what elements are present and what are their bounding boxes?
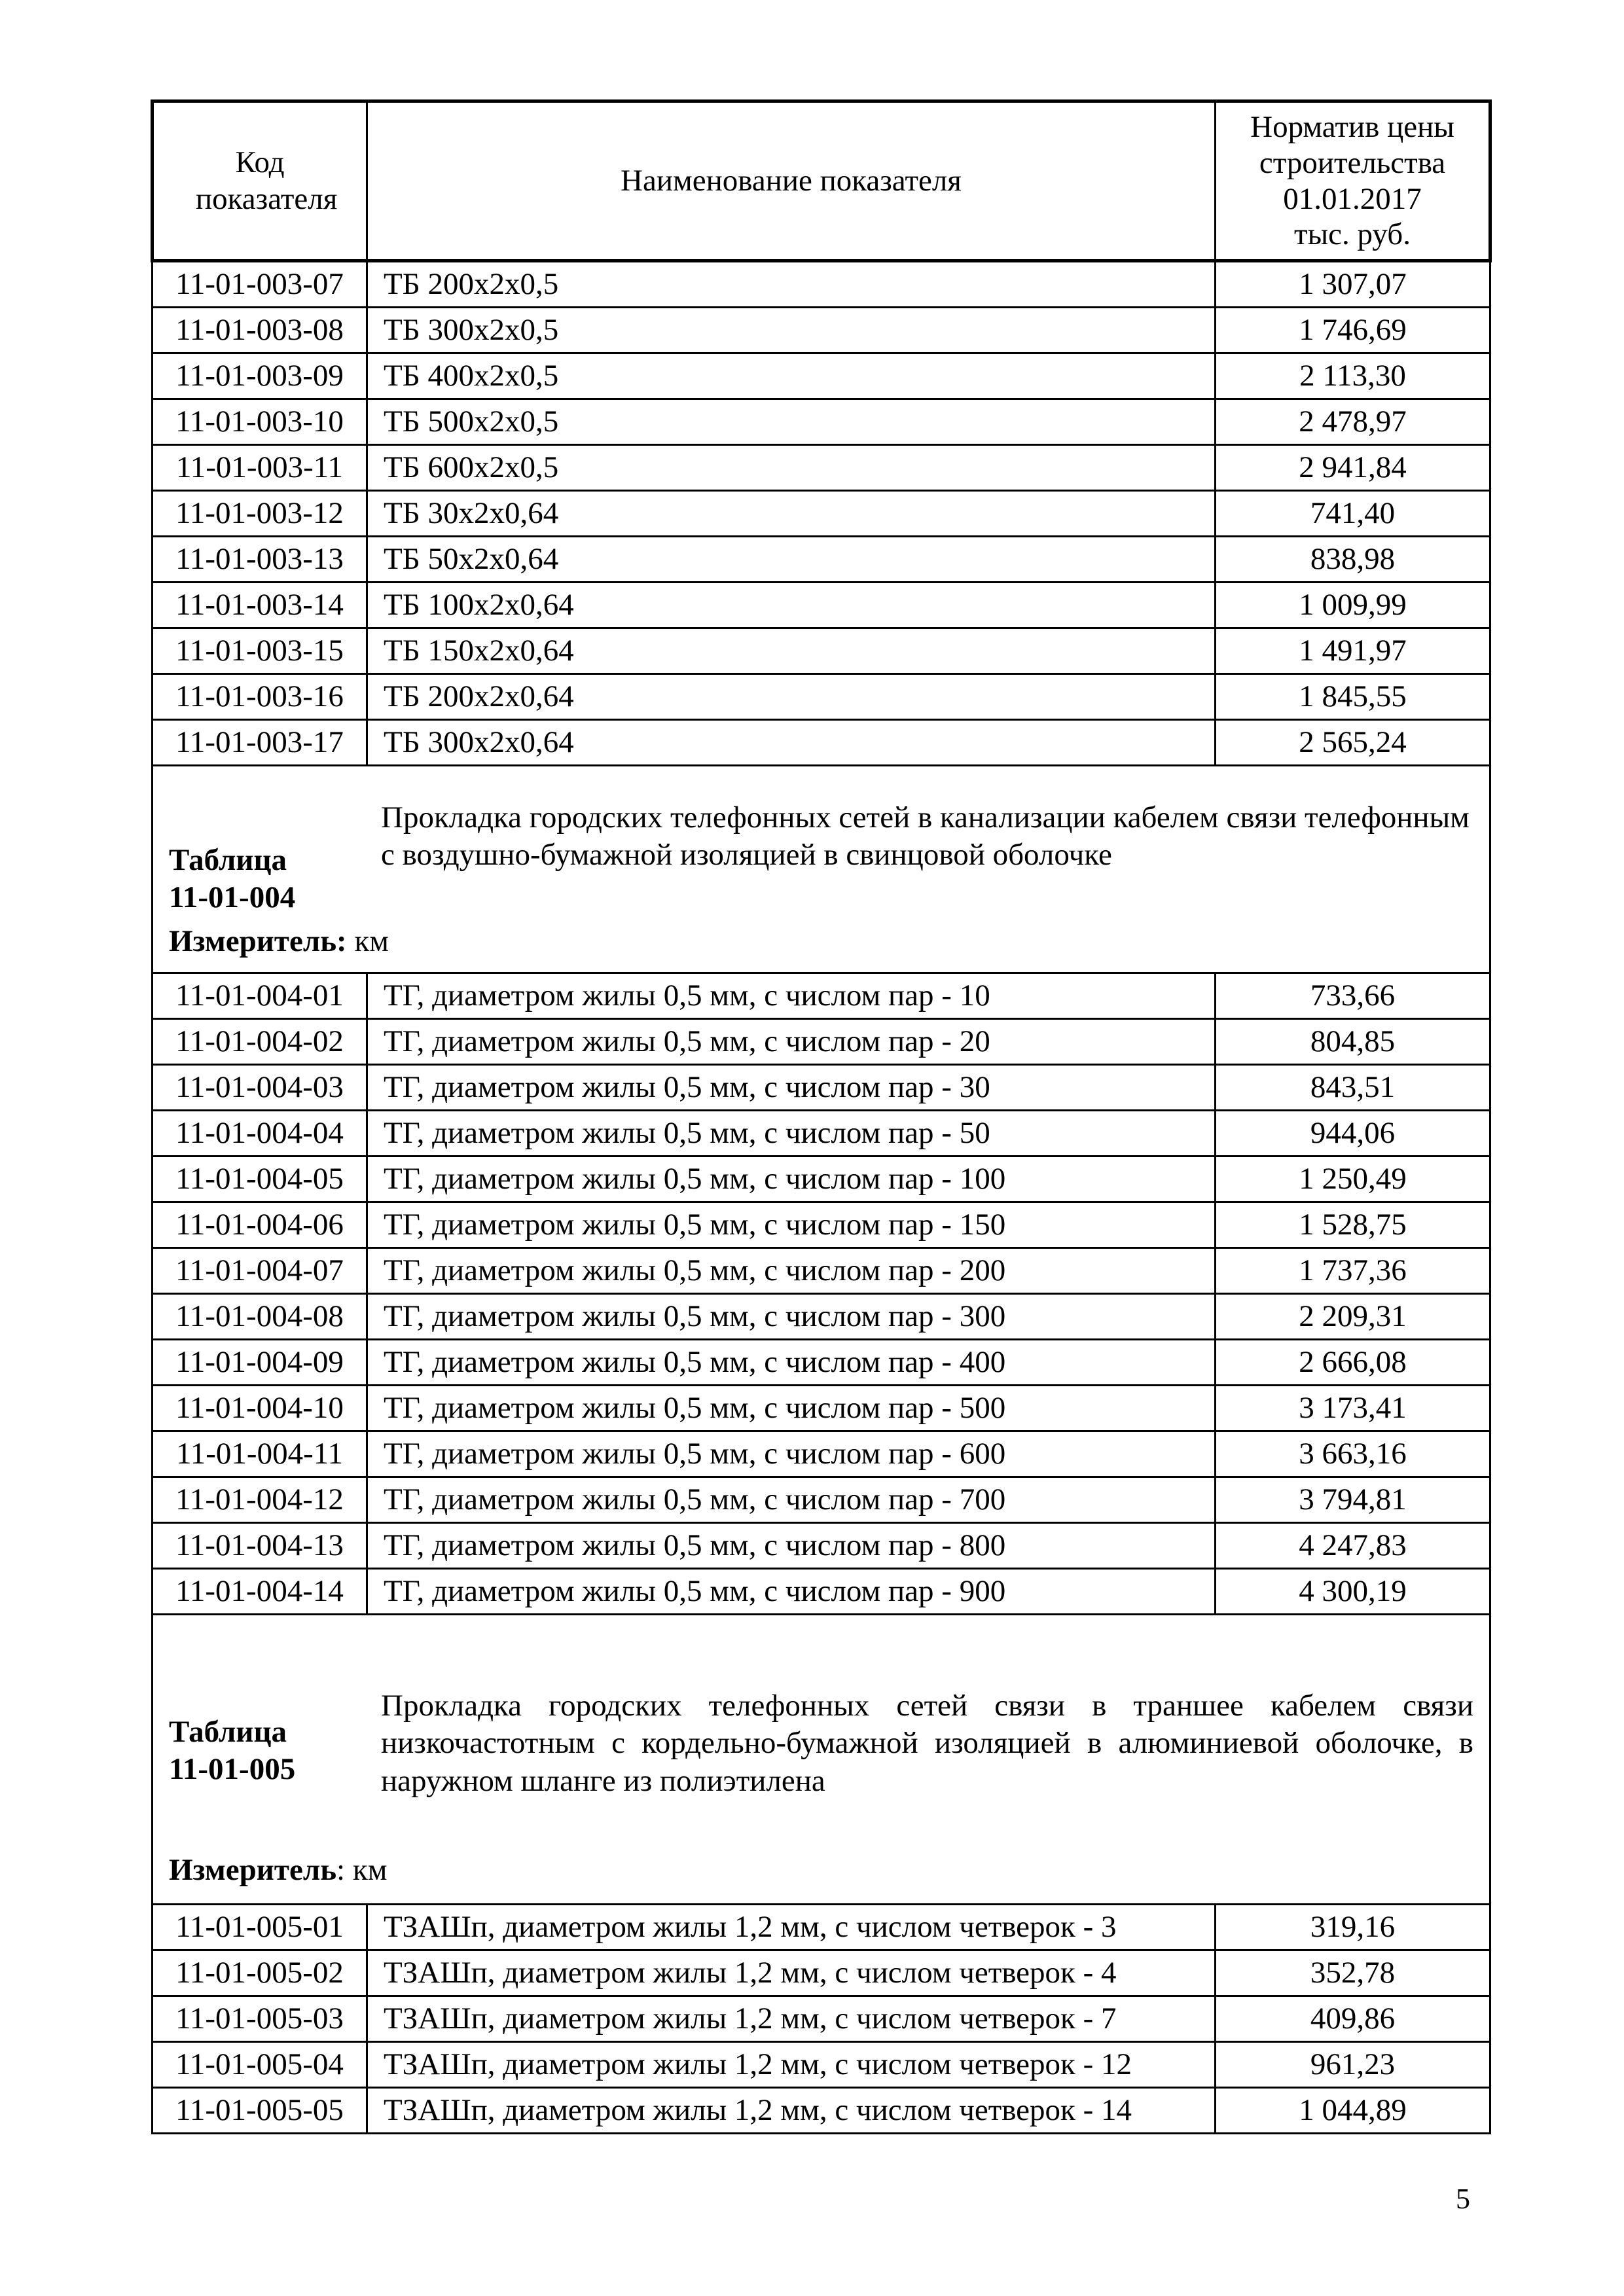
cell-code: 11-01-005-01 [153,1905,367,1950]
cell-code: 11-01-004-12 [153,1477,367,1523]
cell-code: 11-01-003-09 [153,353,367,399]
table-row [153,2042,1490,2088]
cell-name: ТГ, диаметром жилы 0,5 мм, с числом пар - 100 [367,1157,1216,1202]
cell-price: 961,23 [1216,2042,1490,2088]
cell-name: ТГ, диаметром жилы 0,5 мм, с числом пар - 150 [367,1202,1216,1248]
section-header-row [153,1615,1490,1905]
table-row [153,1477,1490,1523]
cell-price: 2 209,31 [1216,1294,1490,1340]
table-row [153,1294,1490,1340]
section-unit-label: Измеритель: [169,924,347,958]
table-row [153,1523,1490,1569]
cell-price: 3 173,41 [1216,1386,1490,1431]
cell-code: 11-01-003-07 [153,261,367,308]
table-row [153,1569,1490,1615]
cell-code: 11-01-004-05 [153,1157,367,1202]
cell-name: ТГ, диаметром жилы 0,5 мм, с числом пар - 400 [367,1340,1216,1386]
cell-code: 11-01-003-08 [153,308,367,353]
page-number: 5 [1456,2183,1470,2215]
cell-code: 11-01-004-04 [153,1111,367,1157]
cell-price: 3 663,16 [1216,1431,1490,1477]
header-price [1216,101,1490,261]
cell-price: 804,85 [1216,1019,1490,1065]
section-unit [169,924,389,960]
table-row [153,399,1490,445]
cell-name: ТГ, диаметром жилы 0,5 мм, с числом пар - 50 [367,1111,1216,1157]
table-header-row [153,101,1490,261]
cell-price: 1 044,89 [1216,2088,1490,2134]
cell-code: 11-01-004-14 [153,1569,367,1615]
cell-code: 11-01-004-06 [153,1202,367,1248]
table-row [153,1996,1490,2042]
cell-code: 11-01-003-16 [153,674,367,720]
cell-price: 2 478,97 [1216,399,1490,445]
cell-price: 944,06 [1216,1111,1490,1157]
price-table [151,99,1492,2134]
section-label-line: Таблица [169,843,287,877]
table-row [153,1431,1490,1477]
cell-price: 1 528,75 [1216,1202,1490,1248]
cell-name: ТБ 500х2х0,5 [367,399,1216,445]
table-row [153,1157,1490,1202]
cell-price: 733,66 [1216,973,1490,1019]
section-label-line: 11-01-005 [169,1752,296,1787]
table-row [153,1248,1490,1294]
cell-name: ТБ 200х2х0,5 [367,261,1216,308]
cell-price: 3 794,81 [1216,1477,1490,1523]
header-price-line3: 01.01.2017 [1283,181,1422,216]
header-price-line2: строительства [1259,145,1446,180]
table-row [153,1340,1490,1386]
section-description-text: Прокладка городских телефонных сетей в канализации кабелем связи телефонным [381,800,1470,834]
cell-code: 11-01-005-04 [153,2042,367,2088]
cell-name: ТГ, диаметром жилы 0,5 мм, с числом пар - 20 [367,1019,1216,1065]
table-row [153,2088,1490,2134]
table-row [153,1111,1490,1157]
table-row [153,353,1490,399]
section-description-text: с воздушно-бумажной изоляцией в свинцовой оболочке [381,838,1112,872]
cell-name: ТБ 300х2х0,64 [367,720,1216,766]
section-description-text: Прокладка городских телефонных сетей связи в траншее кабелем связи низкочастотным с кордельно-бумажной изоляцией в алюминиевой оболочке, в наружном шланге из полиэтилена [381,1689,1473,1798]
table-row [153,973,1490,1019]
section-unit-value: км [354,924,389,958]
section-description [381,1687,1473,1800]
header-code-label: Код показателя [196,145,338,216]
cell-code: 11-01-005-05 [153,2088,367,2134]
cell-name: ТГ, диаметром жилы 0,5 мм, с числом пар - 200 [367,1248,1216,1294]
table-row [153,628,1490,674]
section-unit-value: : км [336,1853,388,1887]
table-row [153,1019,1490,1065]
cell-price: 2 113,30 [1216,353,1490,399]
cell-price: 1 845,55 [1216,674,1490,720]
section-header-cell [153,766,1490,973]
cell-name: ТЗАШп, диаметром жилы 1,2 мм, с числом четверок - 12 [367,2042,1216,2088]
cell-name: ТГ, диаметром жилы 0,5 мм, с числом пар - 600 [367,1431,1216,1477]
cell-price: 409,86 [1216,1996,1490,2042]
cell-code: 11-01-004-08 [153,1294,367,1340]
cell-code: 11-01-004-02 [153,1019,367,1065]
section-unit-label: Измеритель [169,1853,337,1887]
cell-name: ТБ 30х2х0,64 [367,491,1216,537]
cell-price: 1 307,07 [1216,261,1490,308]
cell-code: 11-01-004-07 [153,1248,367,1294]
cell-code: 11-01-005-02 [153,1950,367,1996]
header-price-line1: Норматив цены [1250,110,1454,145]
cell-name: ТБ 50х2х0,64 [367,537,1216,583]
cell-price: 1 746,69 [1216,308,1490,353]
cell-name: ТГ, диаметром жилы 0,5 мм, с числом пар - 300 [367,1294,1216,1340]
header-name [367,101,1216,261]
cell-name: ТЗАШп, диаметром жилы 1,2 мм, с числом четверок - 7 [367,1996,1216,2042]
section-header-row [153,766,1490,973]
cell-name: ТГ, диаметром жилы 0,5 мм, с числом пар - 10 [367,973,1216,1019]
cell-name: ТБ 100х2х0,64 [367,583,1216,628]
cell-code: 11-01-003-10 [153,399,367,445]
section-label-line: 11-01-004 [169,880,296,915]
section-label-line: Таблица [169,1715,287,1749]
cell-code: 11-01-004-09 [153,1340,367,1386]
cell-price: 741,40 [1216,491,1490,537]
cell-price: 1 491,97 [1216,628,1490,674]
cell-code: 11-01-004-03 [153,1065,367,1111]
cell-name: ТГ, диаметром жилы 0,5 мм, с числом пар - 900 [367,1569,1216,1615]
cell-name: ТГ, диаметром жилы 0,5 мм, с числом пар - 700 [367,1477,1216,1523]
table-row [153,308,1490,353]
header-price-line4: тыс. руб. [1294,217,1411,252]
cell-price: 1 250,49 [1216,1157,1490,1202]
cell-code: 11-01-004-11 [153,1431,367,1477]
table-row [153,1386,1490,1431]
table-row [153,445,1490,491]
section-unit [169,1852,387,1888]
cell-name: ТЗАШп, диаметром жилы 1,2 мм, с числом четверок - 3 [367,1905,1216,1950]
header-code [153,101,367,261]
table-row [153,537,1490,583]
section-table-label [169,842,295,917]
cell-name: ТБ 200х2х0,64 [367,674,1216,720]
cell-name: ТЗАШп, диаметром жилы 1,2 мм, с числом четверок - 14 [367,2088,1216,2134]
table-row [153,720,1490,766]
cell-name: ТБ 300х2х0,5 [367,308,1216,353]
cell-price: 2 941,84 [1216,445,1490,491]
cell-code: 11-01-004-13 [153,1523,367,1569]
table-row [153,1905,1490,1950]
cell-price: 843,51 [1216,1065,1490,1111]
header-name-label: Наименование показателя [621,163,962,198]
cell-code: 11-01-005-03 [153,1996,367,2042]
cell-code: 11-01-003-11 [153,445,367,491]
table-row [153,1065,1490,1111]
cell-name: ТГ, диаметром жилы 0,5 мм, с числом пар - 30 [367,1065,1216,1111]
cell-price: 352,78 [1216,1950,1490,1996]
cell-price: 2 565,24 [1216,720,1490,766]
section-description [381,799,1473,874]
table-row [153,674,1490,720]
cell-code: 11-01-003-15 [153,628,367,674]
cell-name: ТГ, диаметром жилы 0,5 мм, с числом пар - 500 [367,1386,1216,1431]
section-table-label [169,1713,295,1789]
cell-price: 319,16 [1216,1905,1490,1950]
cell-price: 838,98 [1216,537,1490,583]
cell-price: 1 737,36 [1216,1248,1490,1294]
cell-name: ТЗАШп, диаметром жилы 1,2 мм, с числом четверок - 4 [367,1950,1216,1996]
cell-name: ТБ 400х2х0,5 [367,353,1216,399]
section-header-cell [153,1615,1490,1905]
cell-price: 2 666,08 [1216,1340,1490,1386]
table-row [153,1202,1490,1248]
cell-code: 11-01-003-13 [153,537,367,583]
cell-price: 1 009,99 [1216,583,1490,628]
cell-code: 11-01-004-10 [153,1386,367,1431]
cell-name: ТГ, диаметром жилы 0,5 мм, с числом пар - 800 [367,1523,1216,1569]
table-row [153,1950,1490,1996]
table-row [153,583,1490,628]
cell-name: ТБ 600х2х0,5 [367,445,1216,491]
cell-code: 11-01-003-14 [153,583,367,628]
table-row [153,491,1490,537]
table-row [153,261,1490,308]
cell-price: 4 300,19 [1216,1569,1490,1615]
cell-code: 11-01-003-12 [153,491,367,537]
cell-code: 11-01-004-01 [153,973,367,1019]
cell-price: 4 247,83 [1216,1523,1490,1569]
cell-name: ТБ 150х2х0,64 [367,628,1216,674]
cell-code: 11-01-003-17 [153,720,367,766]
